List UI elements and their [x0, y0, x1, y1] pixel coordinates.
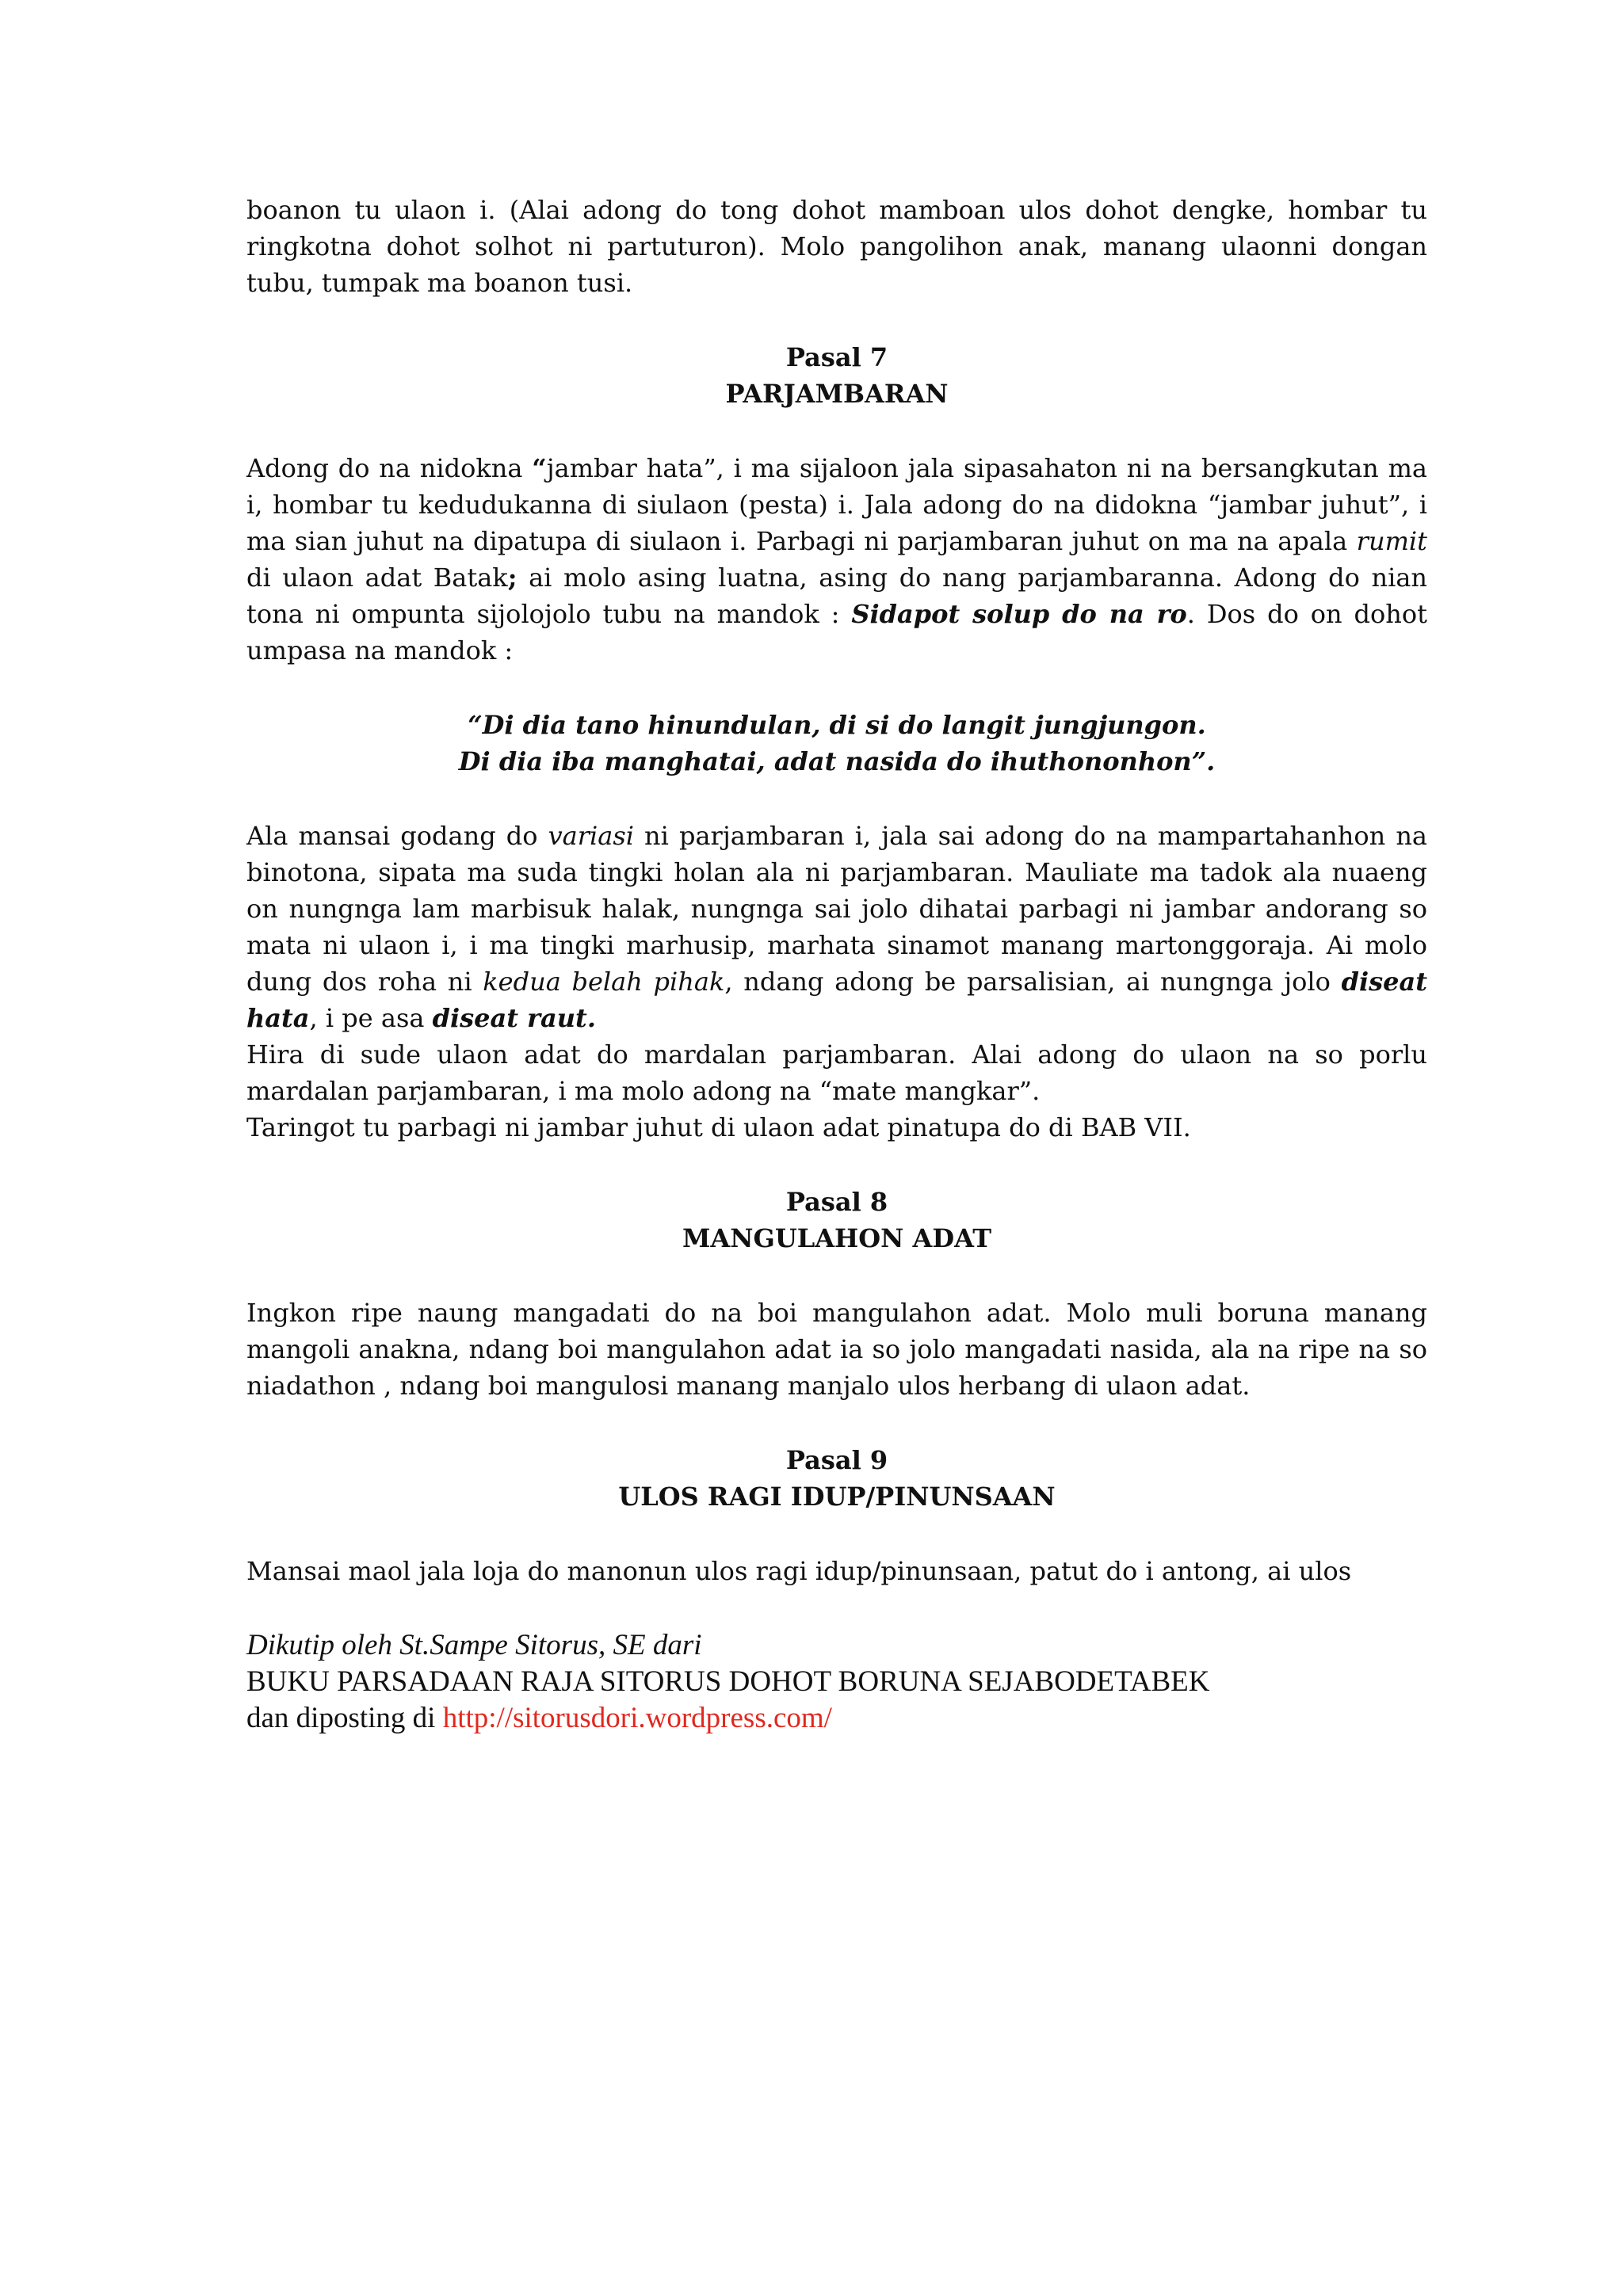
- document-page: [246, 192, 1427, 1737]
- pasal-7-title: PARJAMBARAN: [725, 379, 949, 409]
- source-footer: [246, 1627, 1427, 1737]
- text-run: Ala mansai godang do: [246, 821, 548, 851]
- pasal-9-title: ULOS RAGI IDUP/PINUNSAAN: [618, 1482, 1056, 1512]
- text-run-italic: rumit: [1356, 526, 1427, 556]
- text-run-italic: kedua belah pihak: [483, 967, 725, 997]
- pasal-7-paragraph-2: [246, 818, 1427, 1036]
- text-run-bold-italic: diseat raut.: [432, 1003, 596, 1033]
- pasal-9-paragraph: Mansai maol jala loja do manonun ulos ragi idup/pinunsaan, patut do i antong, ai ulos: [246, 1556, 1352, 1586]
- intro-paragraph: boanon tu ulaon i. (Alai adong do tong dohot mamboan ulos dohot dengke, hombar tu ringkotna dohot solhot ni partuturon). Molo pangolihon anak, manang ulaonni dongan tubu, tumpak ma boanon tusi.: [246, 195, 1427, 298]
- text-run: di ulaon adat Batak: [246, 563, 508, 593]
- text-run-italic: variasi: [548, 821, 634, 851]
- footer-credit: Dikutip oleh St.Sampe Sitorus, SE dari: [246, 1629, 702, 1661]
- footer-posting-line: [246, 1700, 1427, 1737]
- footer-posting-prefix: dan diposting di: [246, 1702, 443, 1734]
- pasal-9-number: Pasal 9: [785, 1445, 888, 1475]
- text-run: , ndang adong be parsalisian, ai nungnga jolo: [724, 967, 1342, 997]
- pasal-8-paragraph: Ingkon ripe naung mangadati do na boi mangulahon adat. Molo muli boruna manang mangoli anakna, ndang boi mangulahon adat ia so jolo mangadati nasida, ala na ripe na so niadathon , ndang boi mangulosi manang manjalo ulos herbang di ulaon adat.: [246, 1298, 1427, 1401]
- pasal-7-number: Pasal 7: [785, 342, 888, 372]
- pasal-8-title: MANGULAHON ADAT: [682, 1223, 992, 1253]
- text-run: ai molo asing luatna, asing do nang parjambaranna. Adong do nian tona ni ompunta sijolojolo tubu na mandok :: [246, 563, 1428, 629]
- text-run: jambar hata”, i ma sijaloon jala sipasahaton ni na bersangkutan ma i, hombar tu kedudukanna di siulaon (pesta) i. Jala adong do na didokna “jambar juhut”, i ma sian juhut na dipatupa di siulaon i. Parbagi ni parjambaran juhut on ma na apala: [246, 453, 1428, 556]
- text-run: , i pe asa: [309, 1003, 433, 1033]
- text-run: ni parjambaran i, jala sai adong do na mampartahanhon na binotona, sipata ma suda tingki holan ala ni parjambaran. Mauliate ma tadok ala nuaeng on nungnga lam marbisuk halak, nungnga sai jolo dihatai parbagi ni jambar andorang so mata ni ulaon i, i ma tingki marhusip, marhata sinamot manang martonggoraja. Ai molo dung dos roha ni: [246, 821, 1428, 997]
- pasal-7-paragraph-4: Taringot tu parbagi ni jambar juhut di ulaon adat pinatupa do di BAB VII.: [246, 1112, 1191, 1142]
- text-run-bold-italic: diseat hata: [246, 967, 1428, 1033]
- pasal-7-paragraph-3: Hira di sude ulaon adat do mardalan parjambaran. Alai adong do ulaon na so porlu mardalan parjambaran, i ma molo adong na “mate mangkar”.: [246, 1039, 1427, 1106]
- pasal-7-paragraph-1: [246, 450, 1427, 669]
- footer-book-title: BUKU PARSADAAN RAJA SITORUS DOHOT BORUNA SEJABODETABEK: [246, 1665, 1210, 1698]
- text-run: . Dos do on dohot umpasa na mandok :: [246, 599, 1428, 666]
- source-link[interactable]: http://sitorusdori.wordpress.com/: [442, 1702, 832, 1734]
- pasal-8-number: Pasal 8: [785, 1187, 888, 1217]
- text-run-bold-italic: Sidapot solup do na ro: [851, 599, 1187, 629]
- text-run-bold: “: [532, 453, 547, 483]
- text-run-bold: ;: [507, 563, 517, 593]
- umpasa-quote-line-2: Di dia iba manghatai, adat nasida do ihuthononhon”.: [458, 746, 1216, 776]
- umpasa-quote-line-1: “Di dia tano hinundulan, di si do langit jungjungon.: [468, 710, 1206, 740]
- text-run: Adong do na nidokna: [246, 453, 533, 483]
